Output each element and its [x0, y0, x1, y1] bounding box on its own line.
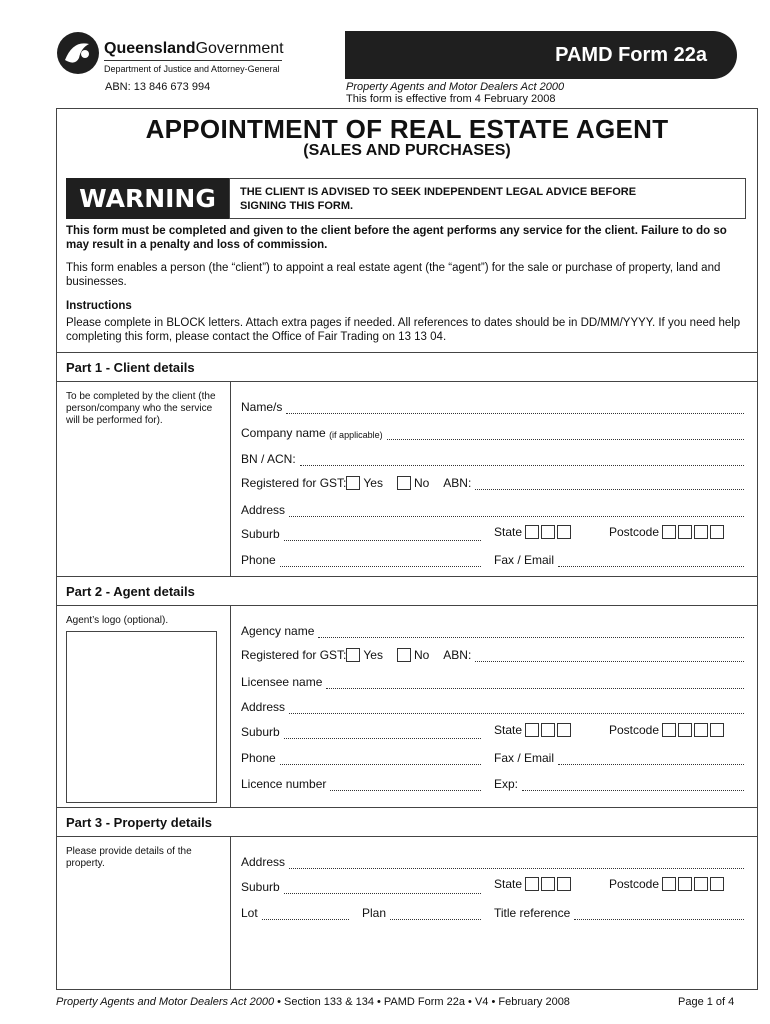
licence-expiry-field[interactable]: Exp:: [494, 777, 744, 791]
form-subtitle: (SALES AND PURCHASES): [303, 142, 511, 159]
government-name: QueenslandGovernment: [104, 40, 284, 57]
agent-gst-yes-checkbox[interactable]: [346, 648, 360, 662]
instructions-text: Please complete in BLOCK letters. Attach extra pages if needed. All references to dates should be in DD/MM/YYYY. If you need help completing this form, please contact the Office of Fair Trading on 13 13 04.: [66, 317, 741, 343]
client-state-field[interactable]: State: [494, 525, 571, 539]
agent-fax-email-field[interactable]: Fax / Email: [494, 751, 744, 765]
licensee-name-field[interactable]: Licensee name: [241, 675, 744, 689]
property-title-reference-field[interactable]: Title reference: [494, 906, 744, 920]
licence-number-field[interactable]: Licence number: [241, 777, 481, 791]
agent-phone-field[interactable]: Phone: [241, 751, 481, 765]
divider: [56, 381, 758, 382]
part3-heading: Part 3 - Property details: [66, 815, 212, 830]
agent-address-field[interactable]: Address: [241, 700, 744, 714]
column-divider: [230, 381, 231, 576]
property-address-field[interactable]: Address: [241, 855, 744, 869]
client-suburb-field[interactable]: Suburb: [241, 527, 481, 541]
part1-heading: Part 1 - Client details: [66, 360, 195, 375]
column-divider: [230, 605, 231, 807]
divider: [56, 807, 758, 808]
property-postcode-field[interactable]: Postcode: [609, 877, 724, 891]
intro-text: This form enables a person (the “client”) to appoint a real estate agent (the “agent”) for the sale or purchase of property, land and businesses.: [66, 262, 721, 288]
footer-citation: Property Agents and Motor Dealers Act 2000 • Section 133 & 134 • PAMD Form 22a • V4 • February 2008: [56, 996, 570, 1008]
agent-state-field[interactable]: State: [494, 723, 571, 737]
client-postcode-field[interactable]: Postcode: [609, 525, 724, 539]
agent-suburb-field[interactable]: Suburb: [241, 725, 481, 739]
client-bn-acn-field[interactable]: BN / ACN:: [241, 452, 744, 466]
client-fax-email-field[interactable]: Fax / Email: [494, 553, 744, 567]
client-company-field[interactable]: Company name (if applicable): [241, 426, 744, 440]
divider: [56, 352, 758, 353]
client-names-field[interactable]: Name/s: [241, 400, 744, 414]
property-lot-field[interactable]: Lot: [241, 906, 349, 920]
header-abn: ABN: 13 846 673 994: [105, 81, 211, 93]
agent-logo-box[interactable]: [66, 631, 217, 803]
form-badge: [345, 31, 737, 79]
divider: [56, 576, 758, 577]
client-abn-field[interactable]: [475, 479, 744, 490]
form-title: APPOINTMENT OF REAL ESTATE AGENT: [145, 114, 669, 144]
client-gst-row: Registered for GST: Yes No ABN:: [241, 476, 744, 490]
property-plan-field[interactable]: Plan: [362, 906, 481, 920]
logo-divider: [104, 60, 282, 61]
department-name: Department of Justice and Attorney-General: [104, 64, 280, 74]
client-address-field[interactable]: Address: [241, 503, 744, 517]
instructions-heading: Instructions: [66, 300, 132, 312]
client-gst-no-checkbox[interactable]: [397, 476, 411, 490]
part3-note: Please provide details of the property.: [66, 846, 192, 869]
client-gst-yes-checkbox[interactable]: [346, 476, 360, 490]
property-state-field[interactable]: State: [494, 877, 571, 891]
warning-label: WARNING: [66, 178, 229, 219]
agent-gst-row: Registered for GST: Yes No ABN:: [241, 648, 744, 662]
agent-gst-no-checkbox[interactable]: [397, 648, 411, 662]
column-divider: [230, 836, 231, 990]
client-phone-field[interactable]: Phone: [241, 553, 481, 567]
form-badge-label: PAMD Form 22a: [555, 44, 707, 66]
divider: [56, 605, 758, 606]
divider: [56, 836, 758, 837]
agent-postcode-field[interactable]: Postcode: [609, 723, 724, 737]
agent-abn-field[interactable]: [475, 651, 744, 662]
agency-name-field[interactable]: Agency name: [241, 624, 744, 638]
effective-date: This form is effective from 4 February 2008: [346, 93, 556, 105]
warning-text: THE CLIENT IS ADVISED TO SEEK INDEPENDENT LEGAL ADVICE BEFORE SIGNING THIS FORM.: [229, 178, 746, 219]
intro-bold: This form must be completed and given to the client before the agent performs any service for the client. Failure to do so may result in a penalty and loss of commission.: [66, 225, 727, 251]
page-number: Page 1 of 4: [678, 996, 735, 1008]
header-act: Property Agents and Motor Dealers Act 2000: [346, 81, 565, 93]
queensland-crest-icon: [55, 30, 101, 76]
property-suburb-field[interactable]: Suburb: [241, 880, 481, 894]
part2-note: Agent’s logo (optional).: [66, 615, 169, 626]
part1-note: To be completed by the client (the person/company who the service will be performed for).: [66, 391, 216, 426]
part2-heading: Part 2 - Agent details: [66, 584, 195, 599]
